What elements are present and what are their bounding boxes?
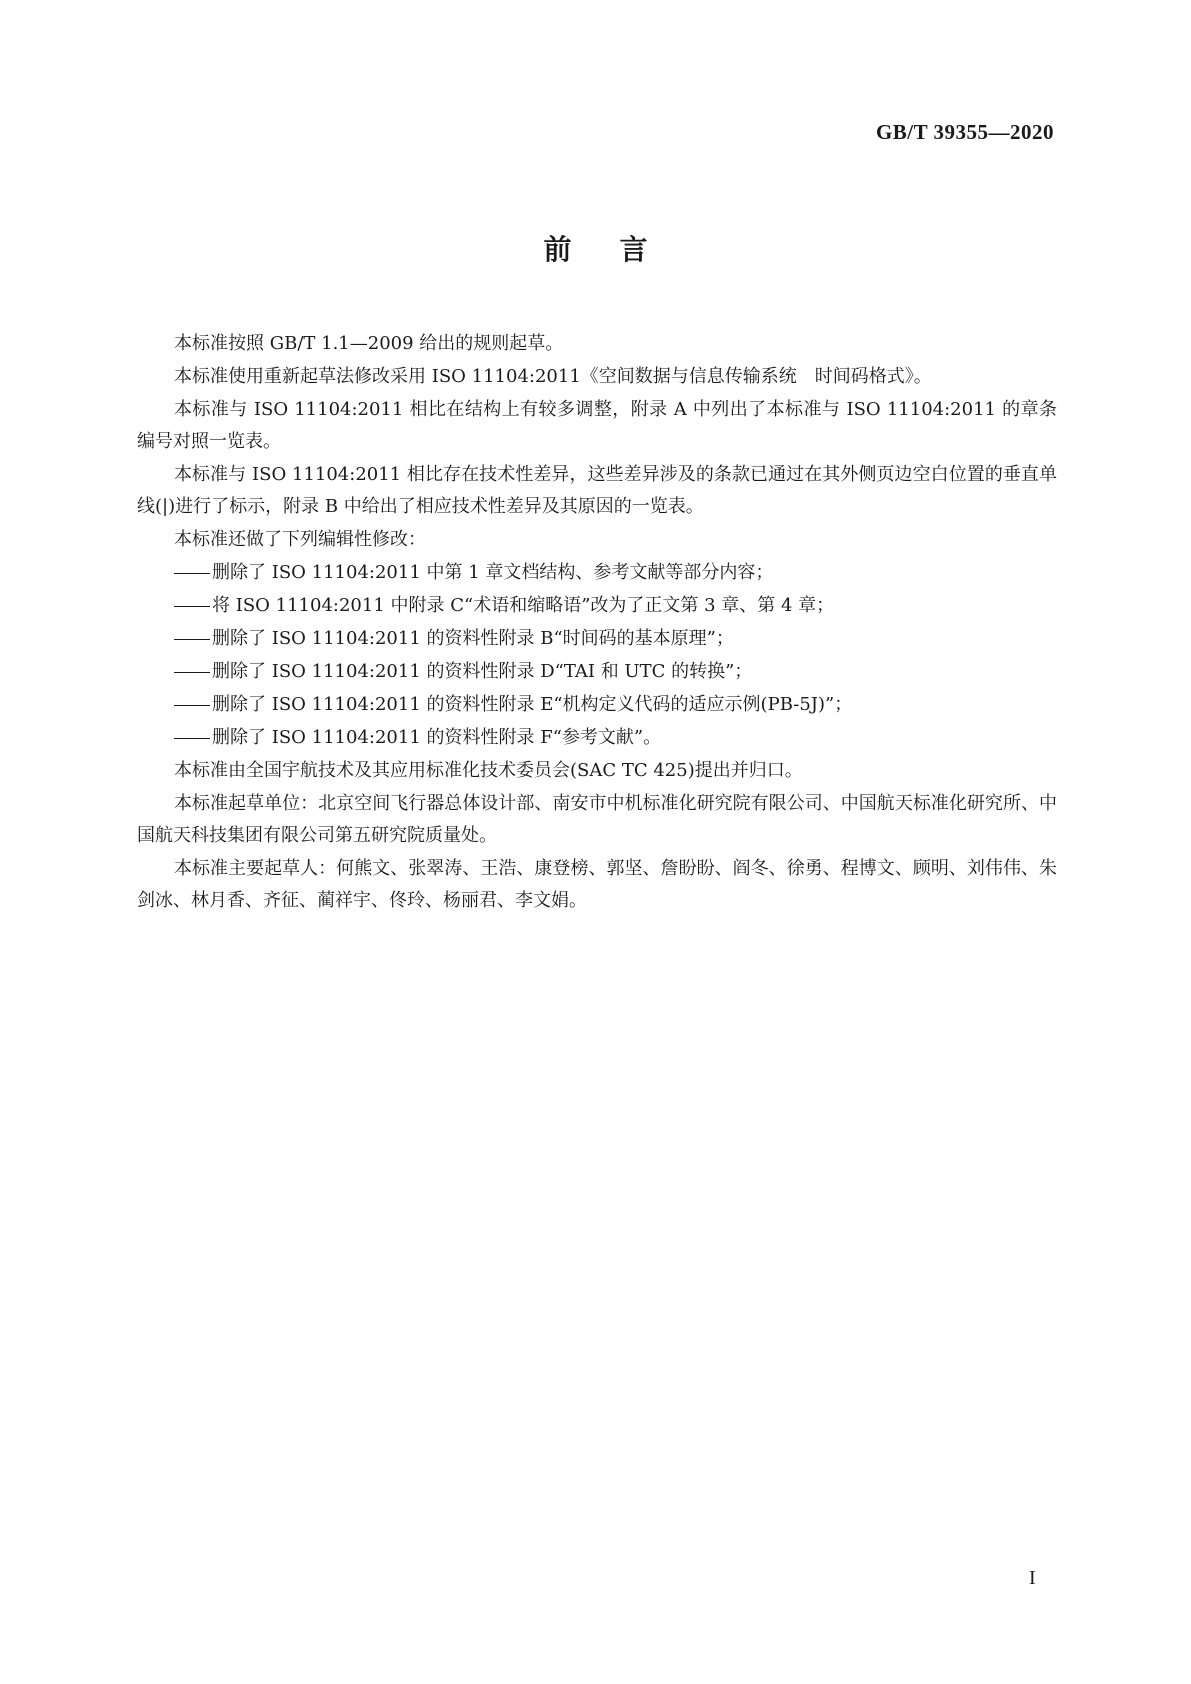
paragraph-structure-changes: 本标准与 ISO 11104:2011 相比在结构上有较多调整，附录 A 中列出了本标准与 ISO 11104:2011 的章条编号对照一览表。 <box>137 399 1057 452</box>
list-item-text: 删除了 ISO 11104:2011 中第 1 章文档结构、参考文献等部分内容； <box>212 562 774 583</box>
page-title: 前言 <box>543 233 696 266</box>
paragraph-drafting-units: 本标准起草单位：北京空间飞行器总体设计部、南安市中机标准化研究院有限公司、中国航天标准化研究所、中国航天科技集团有限公司第五研究院质量处。 <box>137 793 1057 846</box>
page-number: I <box>1029 1567 1036 1589</box>
list-item <box>137 557 1057 589</box>
list-item-text: 删除了 ISO 11104:2011 的资料性附录 D“TAI 和 UTC 的转换”； <box>212 661 753 682</box>
foreword-body <box>137 328 1057 918</box>
dash-icon <box>174 573 210 574</box>
dash-icon <box>174 606 210 607</box>
paragraph-adoption: 本标准使用重新起草法修改采用 ISO 11104:2011《空间数据与信息传输系统 时间码格式》。 <box>174 366 932 387</box>
list-item-text: 删除了 ISO 11104:2011 的资料性附录 E“机构定义代码的适应示例(PB-5J)”； <box>212 694 853 715</box>
dash-icon <box>174 705 210 706</box>
list-item-text: 删除了 ISO 11104:2011 的资料性附录 F“参考文献”。 <box>212 727 662 748</box>
standard-number: GB/T 39355—2020 <box>875 120 1054 144</box>
list-item <box>137 623 1057 655</box>
list-item <box>137 590 1057 622</box>
paragraph-drafters: 本标准主要起草人：何熊文、张翠涛、王浩、康登榜、郭坚、詹盼盼、阎冬、徐勇、程博文、顾明、刘伟伟、朱剑冰、林月香、齐征、蔺祥宇、佟玲、杨丽君、李文娟。 <box>137 858 1057 911</box>
list-item <box>137 722 1057 754</box>
dash-icon <box>174 639 210 640</box>
dash-icon <box>174 738 210 739</box>
list-item <box>137 656 1057 688</box>
list-item-text: 删除了 ISO 11104:2011 的资料性附录 B“时间码的基本原理”； <box>212 628 734 649</box>
list-item-text: 将 ISO 11104:2011 中附录 C“术语和缩略语”改为了正文第 3 章、第 4 章； <box>212 595 835 616</box>
list-item <box>137 689 1057 721</box>
paragraph-drafting-rules: 本标准按照 GB/T 1.1—2009 给出的规则起草。 <box>174 333 564 354</box>
paragraph-proposer: 本标准由全国宇航技术及其应用标准化技术委员会(SAC TC 425)提出并归口。 <box>174 760 803 781</box>
paragraph-technical-differences: 本标准与 ISO 11104:2011 相比存在技术性差异，这些差异涉及的条款已通过在其外侧页边空白位置的垂直单线(|)进行了标示，附录 B 中给出了相应技术性差异及其原因的一览表。 <box>137 464 1057 517</box>
paragraph-editorial-intro: 本标准还做了下列编辑性修改： <box>174 529 426 550</box>
dash-icon <box>174 672 210 673</box>
